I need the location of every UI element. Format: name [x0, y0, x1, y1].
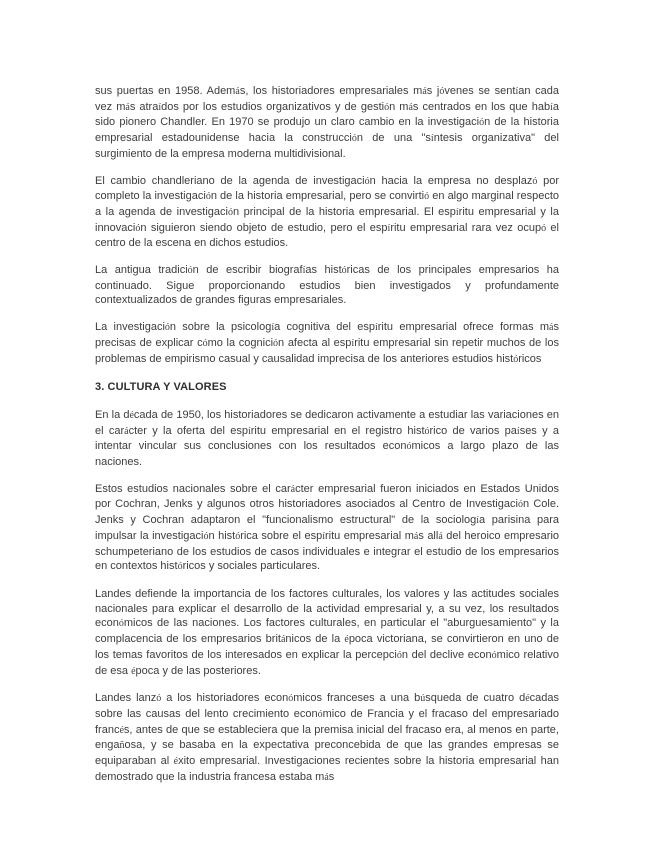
paragraph: La antigua tradición de escribir biografías históricas de los principales empresarios ha continuado. Sigue proporcionando estudios bien investigados y profundamente contextualizados de grandes figuras empresariales.	[95, 264, 559, 307]
section-heading: 3. CULTURA Y VALORES	[95, 381, 227, 394]
document-body	[95, 84, 559, 797]
paragraph: Landes lanzó a los historiadores económicos franceses a una búsqueda de cuatro décadas sobre las causas del lento crecimiento económico de Francia y el fracaso del empresariado francés, antes de que se estableciera que la premisa inicial del fracaso era, al menos en parte, engañosa, y se basaba en la expectativa preconcebida de que las grandes empresas se equiparaban al éxito empresarial. Investigaciones recientes sobre la historia empresarial han demostrado que la industria francesa estaba más	[95, 692, 560, 783]
paragraph: La investigación sobre la psicología cognitiva del espíritu empresarial ofrece formas más precisas de explicar cómo la cognición afecta al espíritu empresarial sin repetir muchos de los problemas de empirismo casual y causalidad imprecisa de los anteriores estudios históricos	[95, 321, 559, 365]
paragraph: En la década de 1950, los historiadores se dedicaron activamente a estudiar las variaciones en el carácter y la oferta del espíritu empresarial en el registro histórico de varios países y a intentar vincular sus conclusiones con los resultados económicos a largo plazo de las naciones.	[95, 408, 559, 469]
paragraph: Estos estudios nacionales sobre el carácter empresarial fueron iniciados en Estados Unidos por Cochran, Jenks y algunos otros historiadores asociados al Centro de Investigación Cole. Jenks y Cochran adaptaron el "funcionalismo estructural" de la sociología parisina para impulsar la investigación histórica sobre el espíritu empresarial más allá del heroico empresario schumpeteriano de los estudios de casos individuales e integrar el estudio de los empresarios en contextos históricos y sociales particulares.	[95, 482, 560, 573]
paragraph: El cambio chandleriano de la agenda de investigación hacia la empresa no desplazó por completo la investigación de la historia empresarial, pero se convirtió en algo marginal respecto a la agenda de investigación principal de la historia empresarial. El espíritu empresarial y la innovación siguieron siendo objeto de estudio, pero el espíritu empresarial rara vez ocupó el centro de la escena en dichos estudios.	[95, 174, 559, 250]
paragraph: Landes defiende la importancia de los factores culturales, los valores y las actitudes sociales nacionales para explicar el desarrollo de la actividad empresarial y, a su vez, los resultados económicos de las naciones. Los factores culturales, en particular el "aburguesamiento" y la complacencia de los empresarios británicos de la época victoriana, se convirtieron en uno de los temas favoritos de los interesados en explicar la percepción del declive económico relativo de esa época y de las posteriores.	[95, 587, 559, 677]
paragraph: sus puertas en 1958. Además, los historiadores empresariales más jóvenes se sentían cada vez más atraídos por los estudios organizativos y de gestión más centrados en los que había sido pionero Chandler. En 1970 se produjo un claro cambio en la investigación de la historia empresarial estadounidense hacia la construcción de una "síntesis organizativa" del surgimiento de la empresa moderna multidivisional.	[95, 85, 559, 160]
